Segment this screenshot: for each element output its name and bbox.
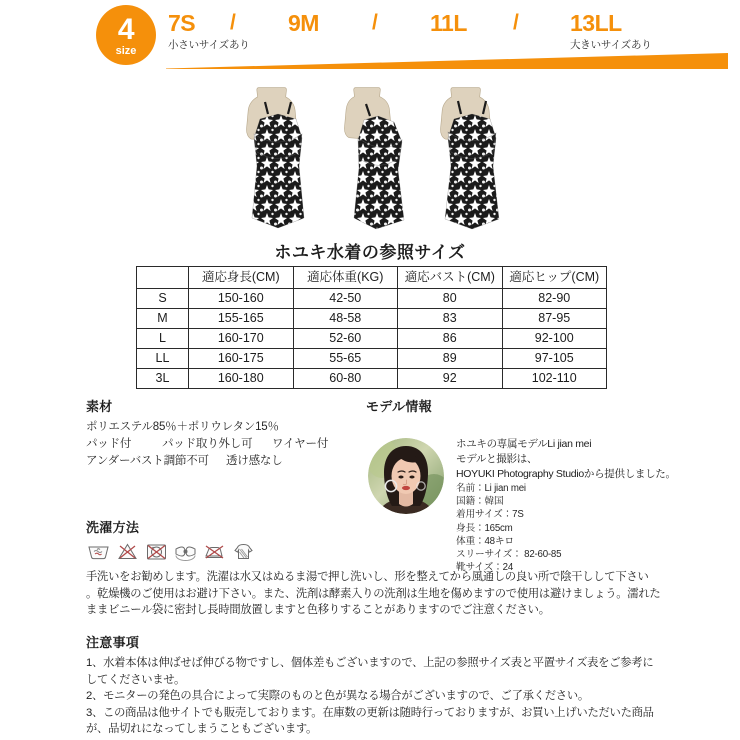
table-header-row xyxy=(137,267,607,289)
column-header-height: 適応身長(CM) xyxy=(189,267,294,289)
washing-instructions: 手洗いをお勧めします。洗濯は水又はぬるま湯で押し洗いし、形を整えてから風通しの良い所で陰干しして下さい 。乾燥機のご使用はお避け下さい。また、洗剤は酵素入りの洗剤は生地を傷めますので使用は避けましょう。濡れたままビニール袋に密封し長時間放置しますと色移りすることがありますのでご注意ください。 xyxy=(86,571,661,616)
note-item-3: 3、この商品は他サイトでも販売しております。在庫数の更新は随時行っておりますが、お買い上げいただいた商品が、品切れになってしまうこともございます。 xyxy=(86,706,654,735)
model-info-section xyxy=(366,396,706,574)
model-lead-1: ホユキの専属モデルLi jian mei xyxy=(456,438,592,450)
product-image-strip xyxy=(228,86,524,232)
row-size-label: 3L xyxy=(137,369,189,389)
model-lead-3: HOYUKI Photography Studioから提供しました。 xyxy=(456,468,676,480)
cell-weight: 48-58 xyxy=(293,309,398,329)
product-photo-side xyxy=(328,86,420,232)
cell-height: 150-160 xyxy=(189,289,294,309)
material-feature: パッド付 xyxy=(86,438,132,450)
orange-wedge-divider xyxy=(166,52,728,69)
size-note: 小さいサイズあり xyxy=(168,39,250,51)
row-size-label: S xyxy=(137,289,189,309)
note-item-2: 2、モニターの発色の具合によって実際のものと色が異なる場合がございますので、ご了承ください。 xyxy=(86,690,589,702)
model-spec-height: 身長：165cm xyxy=(456,522,513,534)
row-size-label: LL xyxy=(137,349,189,369)
material-heading: 素材 xyxy=(86,399,113,414)
hand-wash-icon xyxy=(86,541,111,562)
notes-section xyxy=(86,632,676,738)
cell-bust: 80 xyxy=(398,289,503,309)
material-feature: 透け感なし xyxy=(226,455,283,467)
washing-section xyxy=(86,517,676,619)
care-symbol-row xyxy=(86,539,676,564)
cell-height: 155-165 xyxy=(189,309,294,329)
size-table-title: ホユキ水着の参照サイズ xyxy=(274,243,466,262)
size-code: 11L xyxy=(430,10,467,36)
table-row xyxy=(137,369,607,389)
cell-weight: 52-60 xyxy=(293,329,398,349)
material-feature: アンダーバスト調節不可 xyxy=(86,455,209,467)
table-row xyxy=(137,349,607,369)
washing-heading: 洗濯方法 xyxy=(86,520,140,535)
no-tumble-dry-icon xyxy=(144,541,169,562)
product-photo-front xyxy=(232,86,324,232)
material-feature: ワイヤー付 xyxy=(272,438,329,450)
size-separator: / xyxy=(230,11,236,34)
row-size-label: M xyxy=(137,309,189,329)
cell-bust: 83 xyxy=(398,309,503,329)
cell-height: 160-170 xyxy=(189,329,294,349)
material-feature: パッド取り外し可 xyxy=(162,438,253,450)
no-iron-icon xyxy=(202,541,227,562)
model-portrait-image xyxy=(368,438,444,514)
cell-bust: 89 xyxy=(398,349,503,369)
table-row xyxy=(137,329,607,349)
size-count-badge xyxy=(96,5,156,65)
material-section xyxy=(86,396,361,470)
cell-hip: 87-95 xyxy=(502,309,607,329)
material-composition: ポリエステル85％＋ポリウレタン15％ xyxy=(86,421,279,433)
cell-height: 160-175 xyxy=(189,349,294,369)
column-header-weight: 適応体重(KG) xyxy=(293,267,398,289)
size-separator: / xyxy=(372,11,378,34)
cell-bust: 92 xyxy=(398,369,503,389)
size-note: 大きいサイズあり xyxy=(570,39,652,51)
note-item-1: 1、水着本体は伸ばせば伸びる物ですし、個体差もございますので、上記の参照サイズ表と平置サイズ表をご参考にしてくださいませ。 xyxy=(86,657,654,686)
cell-hip: 82-90 xyxy=(502,289,607,309)
size-table xyxy=(136,266,607,389)
size-item-7s xyxy=(168,11,250,52)
model-spec-wearing-size: 着用サイズ：7S xyxy=(456,509,524,521)
column-header-bust: 適応バスト(CM) xyxy=(398,267,503,289)
size-count-number: 4 xyxy=(117,13,135,46)
table-corner-cell xyxy=(137,267,189,289)
no-bleach-icon xyxy=(115,541,140,562)
material-features-row-2 xyxy=(86,453,361,470)
wring-icon xyxy=(173,541,198,562)
cell-height: 160-180 xyxy=(189,369,294,389)
size-header xyxy=(0,0,740,78)
size-item-11l xyxy=(430,11,467,38)
table-row xyxy=(137,289,607,309)
size-code: 13LL xyxy=(570,10,622,36)
cell-bust: 86 xyxy=(398,329,503,349)
table-row xyxy=(137,309,607,329)
size-count-label: size xyxy=(115,45,137,57)
cell-hip: 102-110 xyxy=(502,369,607,389)
row-size-label: L xyxy=(137,329,189,349)
column-header-hip: 適応ヒップ(CM) xyxy=(502,267,607,289)
model-spec-nationality: 国籍：韓国 xyxy=(456,496,504,508)
cell-hip: 92-100 xyxy=(502,329,607,349)
size-separator: / xyxy=(513,11,519,34)
cell-hip: 97-105 xyxy=(502,349,607,369)
model-spec-shoe-size: 靴サイズ：24 xyxy=(456,562,514,574)
model-lead-2: モデルと撮影は、 xyxy=(456,453,538,465)
model-spec-weight: 体重：48キロ xyxy=(456,535,514,547)
cell-weight: 55-65 xyxy=(293,349,398,369)
model-info-body xyxy=(366,421,706,574)
size-code: 9M xyxy=(288,10,319,36)
size-code: 7S xyxy=(168,10,196,36)
cell-weight: 42-50 xyxy=(293,289,398,309)
product-photo-back xyxy=(426,86,518,232)
model-avatar xyxy=(368,438,444,514)
size-item-13ll xyxy=(570,11,652,52)
model-spec-name: 名前：Li jian mei xyxy=(456,483,526,494)
notes-heading: 注意事項 xyxy=(86,635,140,650)
material-features-row-1 xyxy=(86,436,361,453)
size-item-9m xyxy=(288,11,319,38)
model-info-heading: モデル情報 xyxy=(366,399,432,414)
cell-weight: 60-80 xyxy=(293,369,398,389)
drip-dry-icon xyxy=(231,541,256,562)
model-spec-three-sizes: スリーサイズ： 82-60-85 xyxy=(456,549,562,561)
